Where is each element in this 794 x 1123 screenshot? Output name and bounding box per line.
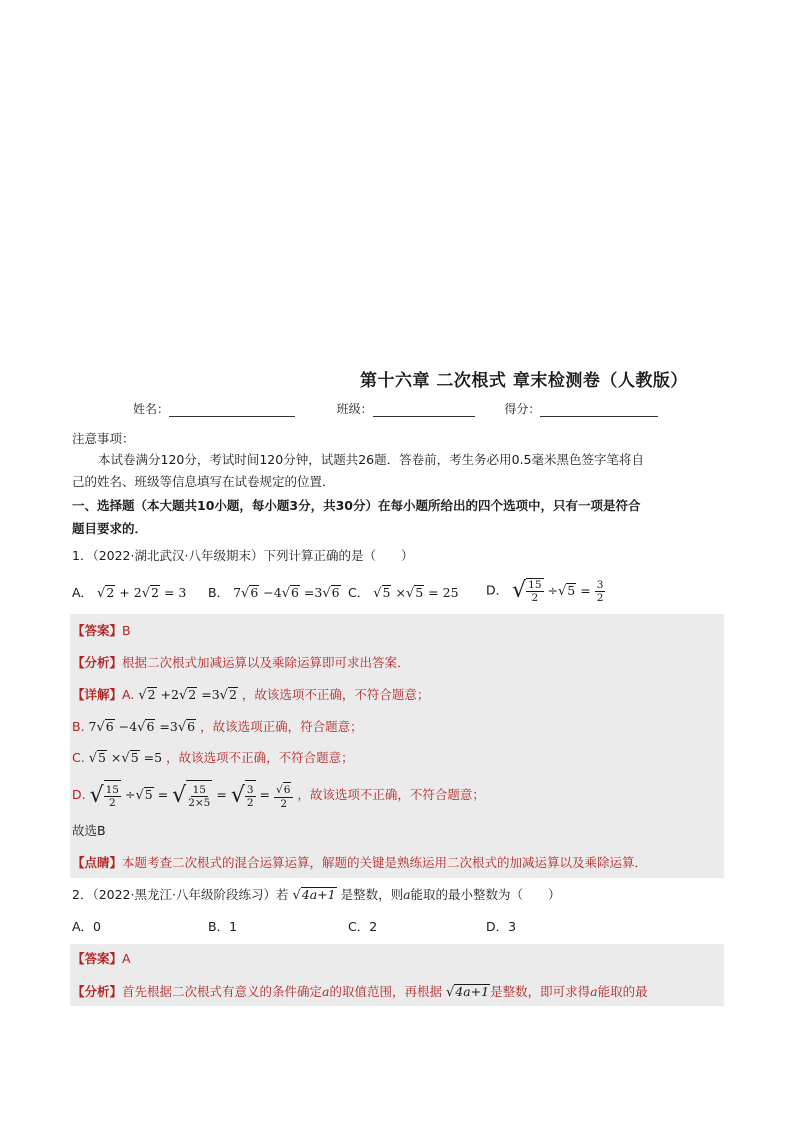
q1-option-c-label: C．: [348, 585, 370, 600]
class-field[interactable]: [337, 400, 475, 417]
score-label: 得分：: [504, 402, 541, 416]
q1-answer: [72, 622, 131, 640]
class-blank[interactable]: [373, 404, 475, 417]
q1-option-a-label: A．: [72, 585, 94, 600]
q1-stem: 1．（2022·湖北武汉·八年级期末）下列计算正确的是（ ）: [72, 548, 414, 563]
q1-choose: 故选B: [72, 823, 106, 838]
q2-analysis: 【分析】首先根据二次根式有意义的条件确定a的取值范围，再根据 √4a+1是整数，即可求得a能取的最: [72, 984, 648, 1000]
score-field[interactable]: [504, 400, 658, 417]
name-label: 姓名：: [133, 402, 170, 416]
section-heading-line-1: 一、选择题（本大题共10小题，每小题3分，共30分）在每小题所给出的四个选项中，只有一项是符合: [72, 498, 641, 513]
answer-tag: 【答案】: [72, 623, 123, 638]
q1-option-d[interactable]: D． √ $\frac{15}{2}$ ÷√5 = $\frac{3}{2}$: [486, 578, 604, 604]
q1-detail-c: C. √5 ×√5 =5 ，故该选项不正确，不符合题意；: [72, 750, 354, 766]
q1-detail-a: 【详解】A. √2 +2√2 =3√2 ，故该选项不正确，不符合题意；: [72, 687, 430, 703]
name-blank[interactable]: [169, 404, 295, 417]
q1-option-c[interactable]: C． √5 ×√5 = 25: [348, 585, 459, 601]
notes-line-2: 己的姓名、班级等信息填写在试卷规定的位置．: [72, 474, 335, 489]
q1-comment: 【点睛】本题考查二次根式的混合运算运算，解题的关键是熟练运用二次根式的加减运算以及乘除运算．: [72, 855, 648, 870]
class-label: 班级：: [336, 402, 373, 416]
q1-option-a[interactable]: A． √2 + 2√2 = 3: [72, 585, 187, 601]
page-title: 第十六章 二次根式 章末检测卷（人教版）: [360, 371, 688, 391]
notes-heading: 注意事项：: [72, 431, 135, 446]
q1-detail-d: D. √ $\frac{15}{2}$ ÷√5 = √ $\frac{15}{2\times 5}$ = √ $\frac{3}{2}$ = $\frac{√6}{2}$ ，故该选项不正确，不符合题意；: [72, 780, 485, 811]
q2-answer: 【答案】A: [72, 951, 131, 966]
score-blank[interactable]: [540, 404, 658, 417]
q1-option-b[interactable]: B． 7√6 −4√6 =3√6: [208, 585, 340, 601]
q2-option-a[interactable]: A．0: [72, 919, 102, 934]
q2-option-b[interactable]: B．1: [208, 919, 238, 934]
q2-option-c[interactable]: C．2: [348, 919, 378, 934]
name-field[interactable]: [133, 400, 295, 417]
q1-option-d-label: D．: [486, 582, 509, 598]
q2-option-d[interactable]: D．3: [486, 919, 517, 934]
q1-analysis: 【分析】根据二次根式加减运算以及乘除运算即可求出答案．: [72, 655, 410, 670]
student-info-row: [133, 400, 658, 417]
notes-line-1: 本试卷满分120分，考试时间120分钟，试题共26题．答卷前，考生务必用0.5毫米黑色签字笔将自: [98, 452, 645, 467]
section-heading-line-2: 题目要求的．: [72, 521, 148, 536]
q1-option-b-label: B．: [208, 585, 230, 600]
q1-detail-b: B. 7√6 −4√6 =3√6 ，故该选项正确，符合题意；: [72, 719, 363, 735]
answer-value: B: [122, 623, 131, 638]
q2-stem: 2．（2022·黑龙江·八年级阶段练习）若 √4a+1 是整数，则a能取的最小整数为（ ）: [72, 887, 561, 903]
